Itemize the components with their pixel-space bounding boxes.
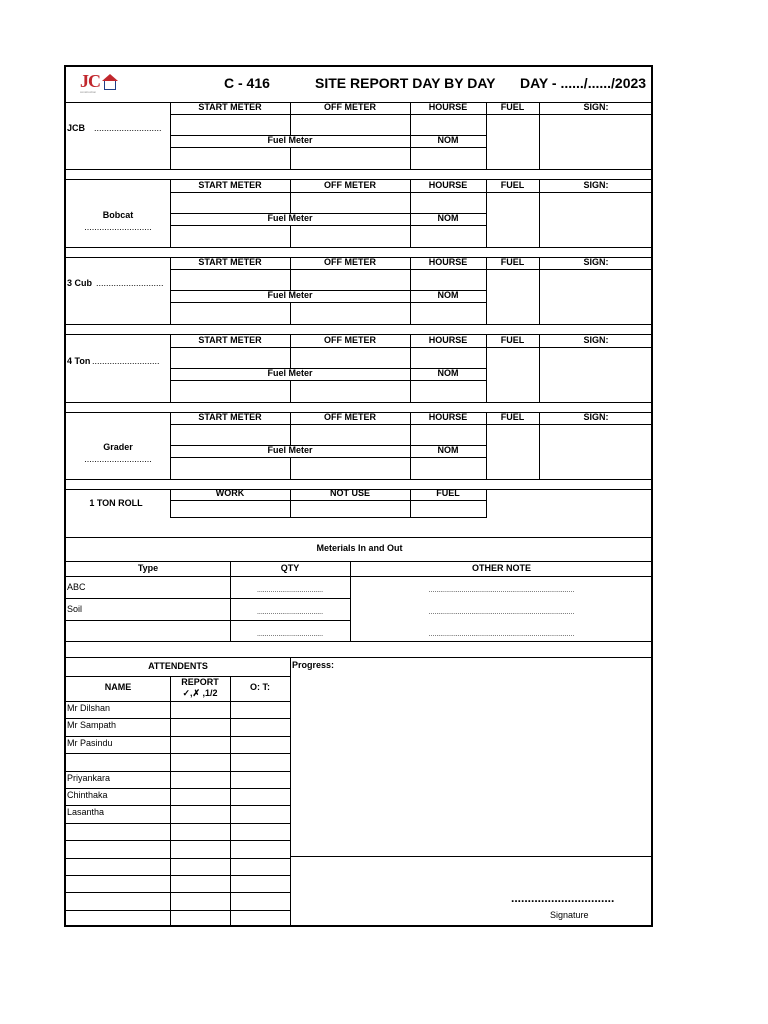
fuel-meter-label: Fuel Meter bbox=[267, 212, 313, 223]
meter-input-cell[interactable] bbox=[411, 193, 485, 212]
meter-input-cell[interactable] bbox=[171, 425, 289, 444]
column-header: FUEL bbox=[500, 412, 525, 422]
fuel-meter-input-cell[interactable] bbox=[171, 303, 289, 323]
company-logo bbox=[80, 73, 120, 95]
meter-input-cell[interactable] bbox=[171, 348, 289, 367]
equipment-label: Bobcat bbox=[102, 209, 134, 220]
fuel-input-cell[interactable] bbox=[487, 348, 538, 401]
fuel-meter-input-cell[interactable] bbox=[291, 458, 409, 478]
fuel-meter-label: Fuel Meter bbox=[267, 135, 313, 145]
nom-input-cell[interactable] bbox=[411, 381, 485, 401]
grid-line bbox=[410, 489, 411, 518]
grid-line bbox=[170, 489, 171, 518]
meter-input-cell[interactable] bbox=[171, 270, 289, 289]
report-mark-cell[interactable] bbox=[171, 806, 229, 821]
material-type: Soil bbox=[67, 604, 83, 614]
overtime-cell[interactable] bbox=[231, 702, 289, 717]
attendee-name: Mr Sampath bbox=[67, 720, 117, 731]
overtime-cell[interactable] bbox=[231, 772, 289, 787]
fuel-meter-input-cell[interactable] bbox=[291, 226, 409, 246]
column-header: START METER bbox=[198, 179, 262, 190]
attendee-name: Mr Dilshan bbox=[67, 703, 111, 713]
column-header: OFF METER bbox=[324, 257, 376, 267]
fuel-input-cell[interactable] bbox=[487, 193, 538, 246]
grid-line bbox=[170, 489, 486, 490]
materials-col-qty: QTY bbox=[280, 563, 300, 573]
fuel-input-cell[interactable] bbox=[487, 270, 538, 323]
attendance-report-marks: ✓,✗ ,1/2 bbox=[182, 688, 218, 698]
site-report-sheet bbox=[64, 65, 653, 927]
fuel-input-cell[interactable] bbox=[487, 425, 538, 478]
overtime-cell[interactable] bbox=[231, 841, 289, 856]
grid-line bbox=[66, 598, 350, 599]
meter-input-cell[interactable] bbox=[171, 115, 289, 134]
overtime-cell[interactable] bbox=[231, 876, 289, 891]
attendance-col-name: NAME bbox=[104, 682, 132, 692]
fuel-meter-input-cell[interactable] bbox=[291, 148, 409, 168]
nom-input-cell[interactable] bbox=[411, 226, 485, 246]
report-mark-cell[interactable] bbox=[171, 719, 229, 734]
meter-input-cell[interactable] bbox=[411, 348, 485, 367]
progress-label: Progress: bbox=[292, 660, 335, 670]
grid-line bbox=[66, 788, 290, 789]
report-mark-cell[interactable] bbox=[171, 772, 229, 787]
fuel-meter-input-cell[interactable] bbox=[291, 381, 409, 401]
equipment-label: 3 Cub bbox=[67, 278, 93, 288]
overtime-cell[interactable] bbox=[231, 754, 289, 769]
column-header: OFF METER bbox=[324, 179, 376, 190]
overtime-cell[interactable] bbox=[231, 824, 289, 839]
column-header: HOURSE bbox=[428, 257, 468, 267]
meter-input-cell[interactable] bbox=[291, 193, 409, 212]
fuel-meter-label: Fuel Meter bbox=[267, 367, 313, 378]
equipment-dotted-field[interactable]: ........................... bbox=[84, 221, 152, 232]
column-header: HOURSE bbox=[428, 102, 468, 112]
grid-line bbox=[66, 657, 653, 658]
equipment-label: JCB bbox=[67, 123, 86, 133]
grid-line bbox=[66, 718, 290, 719]
column-header: OFF METER bbox=[324, 334, 376, 345]
sign-input-cell[interactable] bbox=[540, 348, 652, 401]
report-mark-cell[interactable] bbox=[171, 754, 229, 769]
nom-label: NOM bbox=[437, 290, 459, 300]
report-code: C - 416 bbox=[224, 75, 270, 91]
fuel-meter-label: Fuel Meter bbox=[267, 290, 313, 300]
grid-line bbox=[66, 247, 653, 248]
attendance-title: ATTENDENTS bbox=[148, 661, 208, 671]
house-roof-icon bbox=[102, 74, 118, 81]
overtime-cell[interactable] bbox=[231, 893, 289, 908]
grid-line bbox=[290, 657, 291, 927]
material-note-field[interactable]: ........................................................................... bbox=[428, 631, 575, 638]
nom-input-cell[interactable] bbox=[411, 303, 485, 323]
grid-line bbox=[66, 402, 653, 403]
grid-line bbox=[66, 771, 290, 772]
column-header: SIGN: bbox=[583, 412, 609, 422]
material-qty-field[interactable]: .................................. bbox=[256, 631, 324, 638]
fuel-input-cell[interactable] bbox=[487, 115, 538, 168]
grid-line bbox=[66, 840, 290, 841]
overtime-cell[interactable] bbox=[231, 719, 289, 734]
roller-col-fuel: FUEL bbox=[436, 488, 460, 498]
grid-line bbox=[170, 135, 486, 136]
column-header: HOURSE bbox=[428, 334, 468, 345]
column-header: START METER bbox=[198, 412, 262, 422]
material-type: ABC bbox=[67, 582, 86, 592]
attendance-col-ot: O: T: bbox=[250, 682, 270, 692]
material-note-field[interactable]: ........................................................................... bbox=[428, 609, 575, 616]
equipment-dotted-field[interactable]: ........................... bbox=[94, 123, 162, 133]
attendee-name: Chinthaka bbox=[67, 790, 108, 800]
fuel-meter-input-cell[interactable] bbox=[171, 458, 289, 478]
nom-input-cell[interactable] bbox=[411, 458, 485, 478]
nom-label: NOM bbox=[437, 212, 459, 223]
grid-line bbox=[66, 169, 653, 170]
grid-line bbox=[66, 858, 290, 859]
overtime-cell[interactable] bbox=[231, 911, 289, 926]
equipment-dotted-field[interactable]: ........................... bbox=[96, 278, 164, 288]
fuel-meter-input-cell[interactable] bbox=[171, 226, 289, 246]
roller-col-not-use: NOT USE bbox=[329, 488, 370, 498]
house-icon bbox=[104, 81, 116, 90]
column-header: HOURSE bbox=[428, 412, 468, 422]
column-header: START METER bbox=[198, 102, 262, 112]
column-header: FUEL bbox=[500, 102, 525, 112]
grid-line bbox=[66, 576, 653, 577]
overtime-cell[interactable] bbox=[231, 789, 289, 804]
grid-line bbox=[170, 290, 486, 291]
fuel-meter-input-cell[interactable] bbox=[171, 148, 289, 168]
column-header: OFF METER bbox=[324, 102, 376, 112]
report-mark-cell[interactable] bbox=[171, 859, 229, 874]
meter-input-cell[interactable] bbox=[291, 270, 409, 289]
grid-line bbox=[66, 875, 290, 876]
attendance-col-report: REPORT bbox=[181, 677, 219, 687]
attendee-name: Lasantha bbox=[67, 807, 105, 818]
equipment-label: 4 Ton bbox=[67, 355, 91, 366]
report-mark-cell[interactable] bbox=[171, 893, 229, 908]
column-header: OFF METER bbox=[324, 412, 376, 422]
grid-line bbox=[66, 736, 290, 737]
grid-line bbox=[66, 641, 653, 642]
nom-label: NOM bbox=[437, 445, 459, 455]
column-header: START METER bbox=[198, 334, 262, 345]
attendee-name: Priyankara bbox=[67, 772, 111, 783]
signature-label: Signature bbox=[550, 910, 589, 920]
column-header: SIGN: bbox=[583, 179, 609, 190]
equipment-dotted-field[interactable]: ........................... bbox=[92, 355, 160, 366]
report-mark-cell[interactable] bbox=[171, 824, 229, 839]
report-mark-cell[interactable] bbox=[171, 789, 229, 804]
column-header: START METER bbox=[198, 257, 262, 267]
roller-label: 1 TON ROLL bbox=[89, 498, 143, 508]
meter-input-cell[interactable] bbox=[291, 425, 409, 444]
page-title: SITE REPORT DAY BY DAY bbox=[315, 75, 496, 91]
sign-input-cell[interactable] bbox=[540, 270, 652, 323]
meter-input-cell[interactable] bbox=[411, 425, 485, 444]
materials-col-note: OTHER NOTE bbox=[471, 563, 531, 573]
sign-input-cell[interactable] bbox=[540, 425, 652, 478]
grid-line bbox=[66, 479, 653, 480]
report-mark-cell[interactable] bbox=[171, 876, 229, 891]
equipment-dotted-field[interactable]: ........................... bbox=[84, 454, 152, 464]
material-note-field[interactable]: ........................................................................... bbox=[428, 587, 575, 594]
meter-input-cell[interactable] bbox=[411, 270, 485, 289]
grid-line bbox=[170, 445, 486, 446]
report-date: DAY - ....../....../2023 bbox=[520, 75, 647, 91]
grid-line bbox=[170, 213, 486, 214]
grid-line bbox=[170, 368, 486, 369]
column-header: SIGN: bbox=[583, 334, 609, 345]
materials-title: Meterials In and Out bbox=[316, 543, 403, 553]
nom-label: NOM bbox=[437, 367, 459, 378]
sign-input-cell[interactable] bbox=[540, 193, 652, 246]
attendee-name: Mr Pasindu bbox=[67, 737, 113, 748]
report-mark-cell[interactable] bbox=[171, 841, 229, 856]
grid-line bbox=[66, 620, 350, 621]
overtime-cell[interactable] bbox=[231, 806, 289, 821]
grid-line bbox=[66, 537, 653, 538]
grid-line bbox=[290, 856, 653, 857]
report-mark-cell[interactable] bbox=[171, 737, 229, 752]
roller-col-work: WORK bbox=[215, 488, 245, 498]
grid-line bbox=[170, 517, 486, 518]
grid-line bbox=[170, 500, 486, 501]
grid-line bbox=[66, 823, 290, 824]
materials-col-type: Type bbox=[137, 563, 159, 573]
column-header: FUEL bbox=[500, 334, 525, 345]
meter-input-cell[interactable] bbox=[291, 348, 409, 367]
signature-line: ............................... bbox=[511, 891, 615, 905]
logo-tagline: construction bbox=[80, 90, 97, 94]
column-header: SIGN: bbox=[583, 257, 609, 267]
meter-input-cell[interactable] bbox=[291, 115, 409, 134]
nom-label: NOM bbox=[437, 135, 459, 145]
overtime-cell[interactable] bbox=[231, 859, 289, 874]
material-qty-field[interactable]: .................................. bbox=[256, 587, 324, 594]
fuel-meter-input-cell[interactable] bbox=[291, 303, 409, 323]
meter-input-cell[interactable] bbox=[171, 193, 289, 212]
grid-line bbox=[290, 489, 291, 518]
equipment-label: Grader bbox=[103, 442, 133, 452]
grid-line bbox=[66, 753, 290, 754]
grid-line bbox=[66, 910, 290, 911]
report-mark-cell[interactable] bbox=[171, 702, 229, 717]
column-header: FUEL bbox=[500, 257, 525, 267]
grid-line bbox=[66, 561, 653, 562]
column-header: SIGN: bbox=[583, 102, 609, 112]
logo-letters: JC bbox=[80, 71, 100, 91]
column-header: HOURSE bbox=[428, 179, 468, 190]
overtime-cell[interactable] bbox=[231, 737, 289, 752]
grid-line bbox=[66, 805, 290, 806]
report-mark-cell[interactable] bbox=[171, 911, 229, 926]
meter-input-cell[interactable] bbox=[411, 115, 485, 134]
grid-line bbox=[66, 324, 653, 325]
fuel-meter-label: Fuel Meter bbox=[267, 445, 313, 455]
column-header: FUEL bbox=[500, 179, 525, 190]
grid-line bbox=[66, 892, 290, 893]
nom-input-cell[interactable] bbox=[411, 148, 485, 168]
sign-input-cell[interactable] bbox=[540, 115, 652, 168]
material-qty-field[interactable]: .................................. bbox=[256, 609, 324, 616]
fuel-meter-input-cell[interactable] bbox=[171, 381, 289, 401]
grid-line bbox=[486, 489, 487, 518]
